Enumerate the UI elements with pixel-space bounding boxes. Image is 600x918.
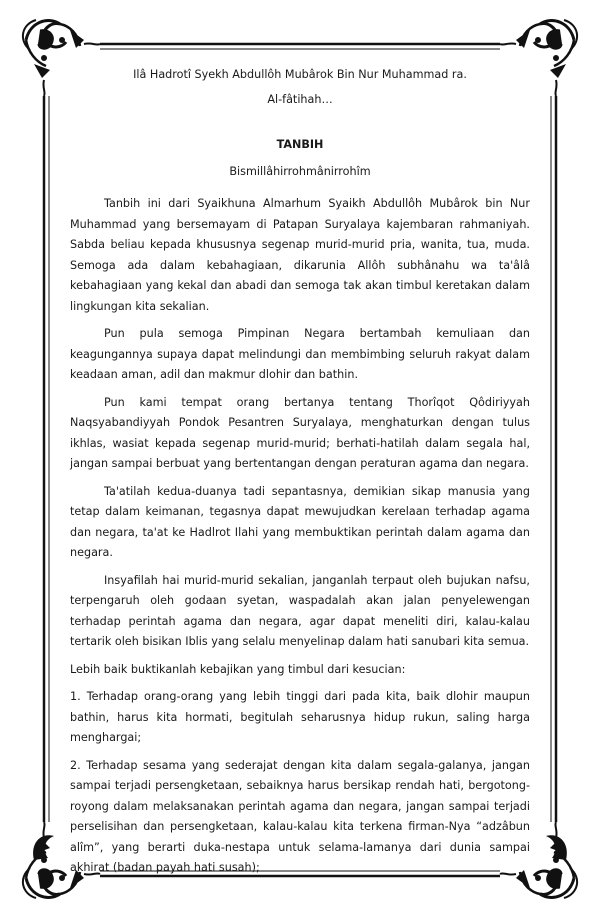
paragraph-2: Pun pula semoga Pimpinan Negara bertambah kemuliaan dan keagungannya supaya dapat melindungi dan membimbing seluruh rakyat dalam keadaan aman, adil dan makmur dlohir dan bathin. (70, 327, 530, 381)
paragraph-3: Pun kami tempat orang bertanya tentang Thorîqot Qôdiriyyah Naqsyabandiyyah Pondok Pesantren Suryalaya, menghaturkan dengan tulus ikhlas, wasiat kepada segenap murid-murid; berhati-hatilah dalam segala hal, jangan sampai berbuat yang bertentangan dengan peraturan agama dan negara. (70, 395, 530, 470)
dedication-line-2: Al-fâtihah… (267, 93, 333, 106)
intro-line: Lebih baik buktikanlah kebajikan yang timbul dari kesucian: (70, 662, 406, 676)
list-item-1: 1. Terhadap orang-orang yang lebih tinggi dari pada kita, baik dlohir maupun bathin, harus kita hormati, begitulah seharusnya hidup rukun, saling harga menghargai; (70, 690, 530, 744)
bismillah-line: Bismillâhirrohmânirrohîm (229, 164, 371, 178)
document-body (70, 62, 530, 886)
paragraph-4: Ta'atilah kedua-duanya tadi sepantasnya, demikian sikap manusia yang tetap dalam keimanan, tegasnya dapat mewujudkan kerelaan terhadap agama dan negara, ta'at ke Hadlrot Ilahi yang membuktikan perintah dalam agama dan negara. (70, 484, 530, 559)
paragraph-1: Tanbih ini dari Syaikhuna Almarhum Syaikh Abdullôh Mubârok bin Nur Muhammad yang bersemayam di Patapan Suryalaya kajembaran rahmaniyah. Sabda beliau kepada khususnya segenap murid-murid pria, wanita, tua, muda. Semoga ada dalam kebahagiaan, dikarunia Allôh subhânahu wa ta'âlâ kebahagiaan yang kekal dan abadi dan semoga tak akan timbul keretakan dalam lingkungan kita sekalian. (70, 197, 530, 313)
list-item-2: 2. Terhadap sesama yang sederajat dengan kita dalam segala-galanya, jangan sampai terjadi persengketaan, sebaiknya harus bersikap rendah hati, bergotong-royong dalam melaksanakan perintah agama dan negara, jangan sampai terjadi perselisihan dan persengketaan, kalau-kalau kita terkena firman-Nya “adzâbun alîm”, yang berarti duka-nestapa untuk selama-lamanya dari dunia sampai akhirat (badan payah hati susah); (70, 758, 530, 874)
page-title: TANBIH (276, 138, 324, 151)
paragraph-5: Insyafilah hai murid-murid sekalian, janganlah terpaut oleh bujukan nafsu, terpengaruh oleh godaan syetan, waspadalah akan jalan penyelewengan terhadap perintah agama dan negara, agar dapat meneliti diri, kalau-kalau tertarik oleh bisikan Iblis yang selalu menyelinap dalam hati sanubari kita semua. (70, 573, 530, 648)
dedication-line-1: Ilâ Hadrotî Syekh Abdullôh Mubârok Bin Nur Muhammad ra. (133, 68, 467, 81)
